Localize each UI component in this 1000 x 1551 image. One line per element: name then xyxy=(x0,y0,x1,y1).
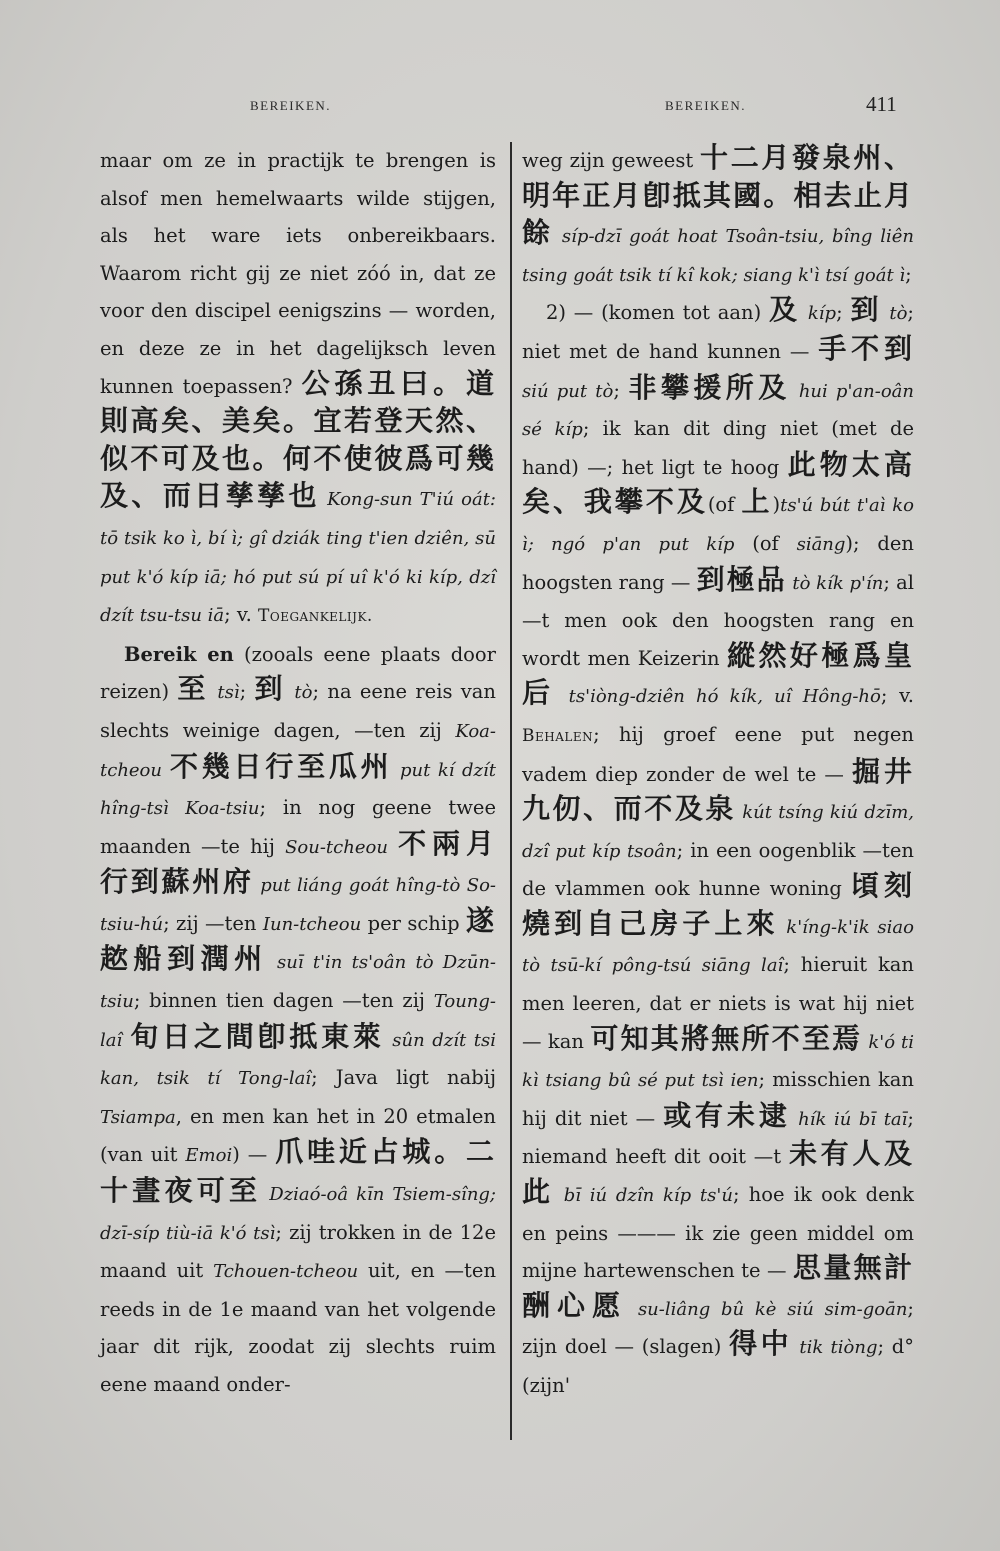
chinese-text: 思量無計酬心愿 xyxy=(522,1251,914,1322)
text: ; xyxy=(836,301,851,325)
entry-bereiken xyxy=(100,636,496,1404)
romanization: put kí dzít hîng-tsì Koa-tsiu xyxy=(100,759,496,820)
text xyxy=(388,835,398,858)
romanization: su-liâng bû kè siú sim-goān xyxy=(627,1298,908,1320)
text: ; hieruit kan men leeren, dat er niets is wat hij niet — kan xyxy=(522,953,914,1053)
chinese-text: 不兩月行到蘇州府 xyxy=(100,826,496,899)
right-column xyxy=(522,142,914,1405)
headword: Bereik en xyxy=(124,642,234,666)
chinese-text: 非攀援所及 xyxy=(628,370,791,404)
romanization: kíp xyxy=(800,303,837,325)
chinese-text: 到 xyxy=(850,293,883,327)
text: per schip xyxy=(361,911,466,935)
romanization: kút tsíng kiú dzīm, dzî put kíp tsoân xyxy=(522,802,914,862)
text: (of xyxy=(734,531,797,555)
romanization: siú put tò xyxy=(522,380,614,402)
text: ; Java ligt nabij xyxy=(311,1066,496,1090)
place-name: Tsiampa xyxy=(100,1106,176,1128)
text: (zooals eene plaats door reizen) xyxy=(100,642,496,704)
place-name: Sou-tcheou xyxy=(285,836,388,858)
sense-2 xyxy=(522,294,914,1404)
cross-reference: Behalen xyxy=(522,725,594,746)
romanization: ts'iòng-dziên hó kík, uî Hông-hō xyxy=(557,686,881,708)
text: ; xyxy=(905,262,912,286)
chinese-text: 頃刻燒到自己房子上來 xyxy=(522,869,914,940)
chinese-text: 及 xyxy=(769,293,801,327)
text: uit, en —ten reeds in de 1e maand van het volgende jaar dit rijk, zoodat zij slechts ruim eene maand onder- xyxy=(100,1259,496,1396)
text: ; zij —ten xyxy=(163,911,263,935)
place-name: Koa-tcheou xyxy=(100,720,496,781)
chinese-text: 縱然好極爲皇后 xyxy=(522,638,914,710)
place-name: Tchouen-tcheou xyxy=(213,1261,359,1283)
text: maar om ze in practijk te brengen is alsof men hemelwaarts wilde stijgen, als het ware iets onbereikbaars. Waarom richt gij ze niet zóó in, dat ze voor den discipel eenigszins — worden, en deze ze in het dagelijksch leven kunnen toepassen? xyxy=(100,149,496,398)
text: ; v. xyxy=(880,684,914,708)
romanization: siāng xyxy=(796,533,846,555)
text: ; binnen tien dagen —ten zij xyxy=(133,989,434,1013)
romanization: hík iú bī taī xyxy=(790,1108,908,1130)
chinese-text: 掘井九仞、而不及泉 xyxy=(522,754,914,826)
text: ; niemand heeft dit ooit —t xyxy=(522,1106,914,1169)
chinese-text: 至 xyxy=(177,672,210,706)
text: weg zijn geweest xyxy=(522,149,701,172)
text: ) — xyxy=(232,1143,276,1167)
romanization: tsì xyxy=(209,682,240,704)
text: ; zij trokken in de 12e maand uit xyxy=(100,1220,496,1283)
text: ; hoe ik ook denk en peins ——— ik zie geen middel om mijne hartewenschen te — xyxy=(522,1183,914,1283)
cross-reference: Toegankelijk. xyxy=(258,606,373,627)
text: , en men kan het in 20 etmalen (van uit xyxy=(100,1104,496,1167)
entry-continuation xyxy=(522,142,914,294)
chinese-text: 到極品 xyxy=(696,562,787,596)
text xyxy=(162,758,170,781)
chinese-text: 上 xyxy=(741,485,773,519)
page-number: 411 xyxy=(866,92,897,116)
romanization: síp-dzī goát hoat Tsoân-tsiu, bîng liên tsing goát tsik tí kî kok; siang k'ì tsí goát ì xyxy=(522,226,914,286)
chinese-text: 手不到 xyxy=(818,331,914,365)
chinese-text: 未有人及此 xyxy=(522,1137,914,1209)
place-name: Emoi xyxy=(185,1145,233,1167)
text: ; niet met de hand kunnen — xyxy=(522,301,914,363)
text: 2) — (komen tot aan) xyxy=(546,301,769,325)
romanization: tò xyxy=(882,303,908,325)
romanization: hui p'an-oân sé kíp xyxy=(522,380,914,441)
romanization: put liáng goát hîng-tò So-tsiu-hú xyxy=(100,875,496,935)
chinese-text: 公孫丑曰。道則高矣、美矣。宜若登天然、似不可及也。何不使彼爲可幾及、而日孳孳也 xyxy=(100,366,496,513)
text: ; ik kan dit ding niet (met de hand) —; het ligt te hoog xyxy=(522,417,914,479)
text: ; v. xyxy=(224,603,259,627)
romanization: ts'ú bút t'aì ko ì; ngó p'an put kíp xyxy=(522,495,914,555)
text: (of xyxy=(707,493,742,517)
romanization: Dziaó-oâ kīn Tsiem-sîng; dzī-síp tiù-iā k'ó tsì xyxy=(100,1184,496,1244)
text: ; zijn doel — (slagen) xyxy=(522,1296,914,1359)
romanization: tò kík p'ín xyxy=(786,572,884,594)
text: ; xyxy=(613,378,629,402)
chinese-text: 得中 xyxy=(729,1327,793,1361)
romanization: k'íng-k'ik siao tò tsū-kí pông-tsú siāng laî xyxy=(522,916,914,977)
chinese-text: 此物太高矣、我攀不及 xyxy=(522,447,914,519)
chinese-text: 到 xyxy=(254,672,287,706)
chinese-text: 可知其將無所不至焉 xyxy=(590,1021,863,1055)
running-head-left: BEREIKEN. xyxy=(250,98,332,113)
text: ; in een oogenblik —ten de vlammen ook hunne woning xyxy=(522,838,914,901)
text: ; hij groef eene put negen vadem diep zonder de wel te — xyxy=(522,722,914,786)
text: ; in nog geene twee maanden —te hij xyxy=(100,796,496,858)
romanization: tò xyxy=(286,682,313,704)
left-column xyxy=(100,142,496,1404)
romanization: sûn dzít tsi kan, tsik tí Tong-laî xyxy=(100,1029,496,1090)
column-divider xyxy=(510,142,512,1440)
romanization: k'ó ti kì tsiang bû sé put tsì ien xyxy=(522,1031,914,1092)
place-name: Iun-tcheou xyxy=(262,913,362,935)
romanization: bī iú dzîn kíp ts'ú xyxy=(555,1185,733,1207)
chinese-text: 十二月發泉州、明年正月卽抵其國。相去止月餘 xyxy=(522,141,914,250)
text: ; d° (zijn' xyxy=(522,1335,914,1397)
romanization: tik tiòng xyxy=(792,1337,878,1359)
romanization: Kong-sun T'iú oát: tō tsik ko ì, bí ì; gî dziák ting t'ien dziên, sū put k'ó kíp iā; hó put sú pí uî k'ó ki kíp, dzî dzít tsu-tsu iā xyxy=(100,489,496,627)
text: ; xyxy=(239,680,255,704)
text: ; na eene reis van slechts weinige dagen, —ten zij xyxy=(100,680,496,742)
chinese-text: 旬日之間卽抵東萊 xyxy=(130,1019,385,1053)
text: ); den hoogsten rang — xyxy=(522,531,914,594)
chinese-text: 爪哇近占城。二十晝夜可至 xyxy=(100,1135,496,1208)
running-head-right: BEREIKEN. xyxy=(665,98,747,113)
text: ; misschien kan hij dit niet — xyxy=(522,1068,914,1130)
entry-continuation xyxy=(100,142,496,636)
text: ) xyxy=(772,493,781,517)
chinese-text: 或有未逮 xyxy=(663,1098,791,1132)
place-name: Toung-laî xyxy=(100,991,496,1051)
text: ; al —t men ook den hoogsten rang en wordt men Keizerin xyxy=(522,570,914,670)
chinese-text: 不幾日行至瓜州 xyxy=(169,749,393,783)
romanization: suī t'in ts'oân tò Dzūn-tsiu xyxy=(100,952,496,1013)
chinese-text: 遂趑船到潤州 xyxy=(100,903,496,976)
